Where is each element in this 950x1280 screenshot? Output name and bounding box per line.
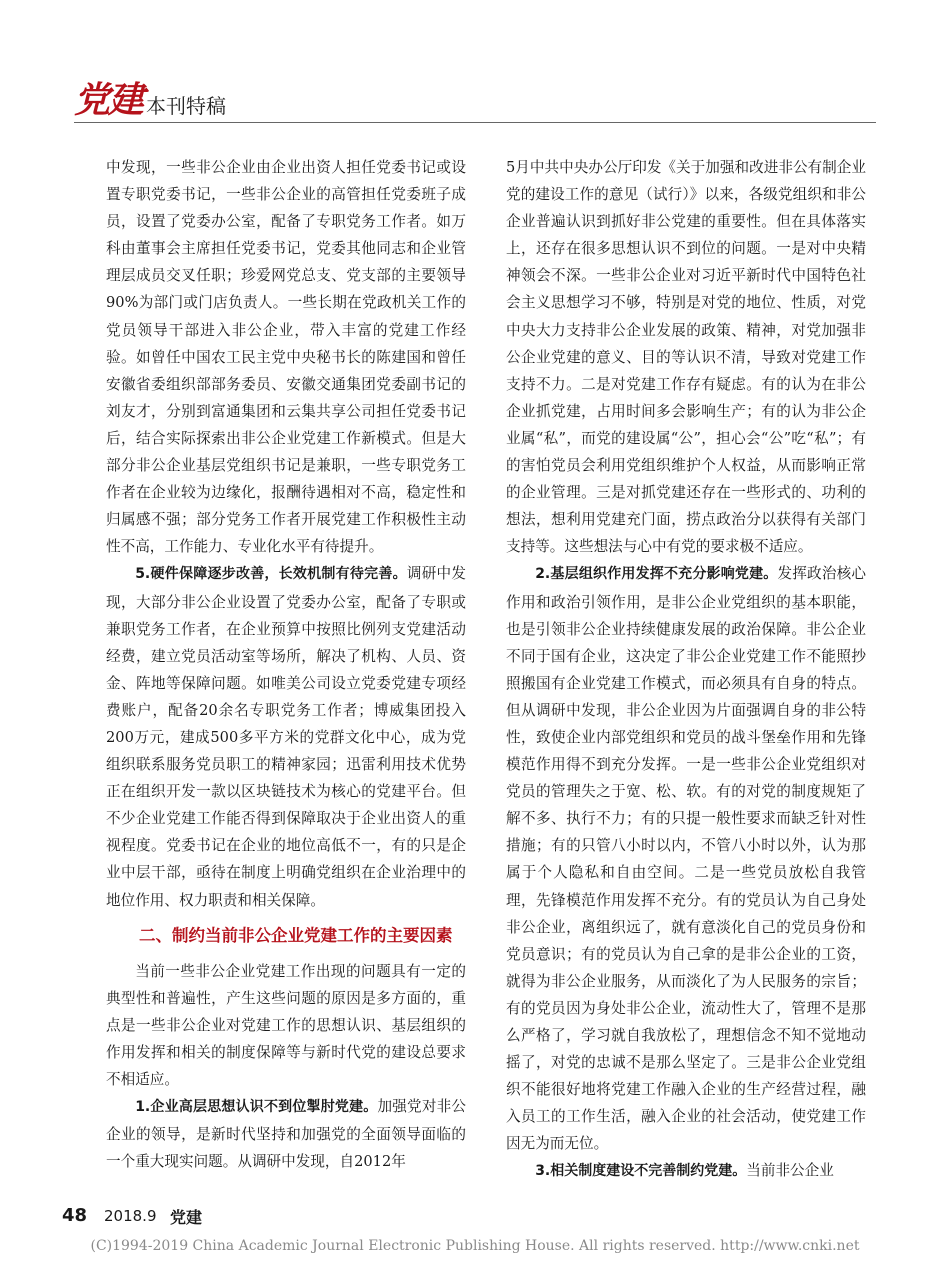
magazine-logo: 党建 <box>74 79 143 121</box>
paragraph-text: 当前非公企业 <box>746 1162 834 1180</box>
right-column <box>506 154 866 1186</box>
left-column <box>106 154 466 1175</box>
subheading: 2.基层组织作用发挥不充分影响党建。 <box>535 566 778 583</box>
magazine-name: 党建 <box>170 1208 203 1227</box>
paragraph-text: 发挥政治核心作用和政治引领作用，是非公企业党组织的基本职能，也是引领非公企业持续健康发展的政治保障。非公企业不同于国有企业，这决定了非公企业党建工作不能照抄照搬国有企业党建工作模式，而必须具有自身的特点。但从调研中发现，非公企业因为片面强调自身的非公特性，致使企业内部党组织和党员的战斗堡垒作用和先锋模范作用得不到充分发挥。一是一些非公企业党组织对党员的管理失之于宽、松、软。有的对党的制度规矩了解不多、执行不力；有的只提一般性要求而缺乏针对性措施；有的只管八小时以内，不管八小时以外，认为那属于个人隐私和自由空间。二是一些党员放松自我管理，先锋模范作用发挥不充分。有的党员认为自己身处非公企业，离组织远了，就有意淡化自己的党员身份和党员意识；有的党员认为自己拿的是非公企业的工资，就得为非公企业服务，从而淡化了为人民服务的宗旨；有的党员因为身处非公企业，流动性大了，管理不是那么严格了，学习就自我放松了，理想信念不知不觉地动摇了，对党的忠诚不是那么坚定了。三是非公企业党组织不能很好地将党建工作融入企业的生产经营过程，融入员工的工作生活，融入企业的社会活动，使党建工作因无为而无位。 <box>506 565 866 1153</box>
header-divider <box>74 122 876 123</box>
paragraph: 5月中共中央办公厅印发《关于加强和改进非公有制企业党的建设工作的意见（试行）》以来，各级党组织和非公企业普遍认识到抓好非公党建的重要性。但在具体落实上，还存在很多思想认识不到位的问题。一是对中央精神领会不深。一些非公企业对习近平新时代中国特色社会主义思想学习不够，特别是对党的地位、性质，对党中央大力支持非公企业发展的政策、精神，对党加强非公企业党建的意义、目的等认识不清，导致对党建工作支持不力。二是对党建工作存有疑虑。有的认为在非公企业抓党建，占用时间多会影响生产；有的认为非公企业属“私”，而党的建设属“公”，担心会“公”吃“私”；有的害怕党员会利用党组织维护个人权益，从而影响正常的企业管理。三是对抓党建还存在一些形式的、功利的想法，想利用党建充门面，捞点政治分以获得有关部门支持等。这些想法与心中有党的要求极不适应。 <box>506 159 866 556</box>
page-number: 48 <box>62 1205 88 1226</box>
subheading: 1.企业高层思想认识不到位掣肘党建。 <box>135 1099 378 1116</box>
paragraph-text: 加强党对非公企业的领导，是新时代坚持和加强党的全面领导面临的一个重大现实问题。从调研中发现，自2012年 <box>106 1098 466 1171</box>
paragraph-text: 调研中发现，大部分非公企业设置了党委办公室，配备了专职或兼职党务工作者，在企业预算中按照比例列支党建活动经费，建立党员活动室等场所，解决了机构、人员、资金、阵地等保障问题。如唯美公司设立党委党建专项经费账户，配备20余名专职党务工作者；博威集团投入200万元，建成500多平方米的党群文化中心，成为党组织联系服务党员职工的精神家园；迅雷利用技术优势正在组织开发一款以区块链技术为核心的党建平台。但不少企业党建工作能否得到保障取决于企业出资人的重视程度。党委书记在企业的地位高低不一，有的只是企业中层干部，亟待在制度上明确党组织在企业治理中的地位作用、权力职责和相关保障。 <box>106 565 466 909</box>
subheading: 5.硬件保障逐步改善，长效机制有待完善。 <box>135 566 407 583</box>
copyright-notice: (C)1994-2019 China Academic Journal Electronic Publishing House. All rights reserved. http://www.cnki.net <box>90 1238 860 1254</box>
paragraph <box>106 1093 466 1175</box>
section-title: 本刊特稿 <box>146 94 226 118</box>
paragraph <box>106 560 466 913</box>
section-heading: 二、制约当前非公企业党建工作的主要因素 <box>139 925 453 945</box>
paragraph <box>506 560 866 1157</box>
paragraph <box>506 1157 866 1185</box>
paragraph: 当前一些非公企业党建工作出现的问题具有一定的典型性和普遍性，产生这些问题的原因是多方面的，重点是一些非公企业对党建工作的思想认识、基层组织的作用发挥和相关的制度保障等与新时代党的建设总要求不相适应。 <box>106 962 466 1088</box>
subheading: 3.相关制度建设不完善制约党建。 <box>535 1163 747 1180</box>
paragraph: 中发现，一些非公企业由企业出资人担任党委书记或设置专职党委书记，一些非公企业的高管担任党委班子成员，设置了党委办公室，配备了专职党务工作者。如万科由董事会主席担任党委书记，党委其他同志和企业管理层成员交叉任职；珍爱网党总支、党支部的主要领导90%为部门或门店负责人。一些长期在党政机关工作的党员领导干部进入非公企业，带入丰富的党建工作经验。如曾任中国农工民主党中央秘书长的陈建国和曾任安徽省委组织部部务委员、安徽交通集团党委副书记的刘友才，分别到富通集团和云集共享公司担任党委书记后，结合实际探索出非公企业党建工作新模式。但是大部分非公企业基层党组织书记是兼职，一些专职党务工作者在企业较为边缘化，报酬待遇相对不高，稳定性和归属感不强；部分党务工作者开展党建工作积极性主动性不高，工作能力、专业化水平有待提升。 <box>106 159 466 556</box>
issue-date: 2018.9 <box>104 1207 157 1225</box>
